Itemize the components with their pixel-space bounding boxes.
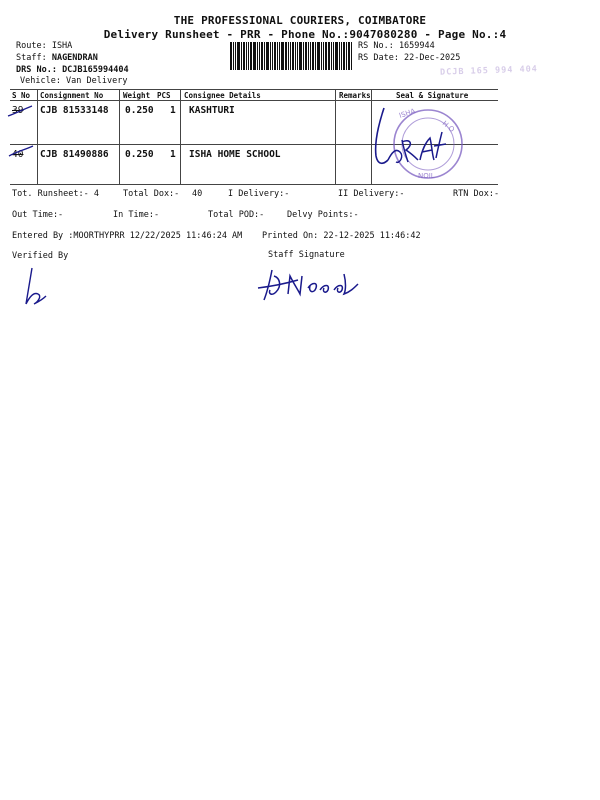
entered-by: Entered By :MOORTHYPRR 12/22/2025 11:46:24 AM <box>12 231 243 241</box>
col-header-seal: Seal & Signature <box>396 91 469 100</box>
barcode-bar <box>333 42 334 70</box>
barcode-bar <box>266 42 269 70</box>
i-delivery: I Delivery:- <box>228 189 290 199</box>
barcode-bar <box>305 42 307 70</box>
faint-stamp: DCJB 165 994 404 <box>439 64 539 78</box>
barcode-bar <box>259 42 260 70</box>
barcode-bar <box>323 42 324 70</box>
col-header-consignee: Consignee Details <box>184 91 261 100</box>
verified-by-label: Verified By <box>12 251 69 261</box>
rs-no: RS No.: 1659944 <box>358 41 435 51</box>
barcode-bar <box>277 42 278 70</box>
staff-value: NAGENDRAN <box>51 53 98 63</box>
table-row-weight: 0.250 <box>125 105 154 116</box>
barcode-bar <box>351 42 352 70</box>
barcode-bar <box>292 42 294 70</box>
barcode-bar <box>339 42 340 70</box>
col-divider <box>335 89 336 184</box>
barcode-bar <box>250 42 252 70</box>
table-row-consignee: KASHTURI <box>189 105 235 116</box>
verified-signature <box>22 266 52 308</box>
col-header-sno: S No <box>12 91 31 100</box>
seal-stamp <box>370 100 470 186</box>
barcode-bar <box>246 42 247 70</box>
barcode-bar <box>310 42 311 70</box>
svg-text:NOIL: NOIL <box>418 172 435 180</box>
barcode-bar <box>335 42 338 70</box>
barcode-bar <box>230 42 232 70</box>
col-header-consignment: Consignment No <box>40 91 104 100</box>
barcode-bar <box>285 42 287 70</box>
table-top-border <box>10 89 498 90</box>
barcode-bar <box>272 42 273 70</box>
barcode-bar <box>341 42 342 70</box>
barcode-bar <box>281 42 284 70</box>
barcode-bar <box>308 42 309 70</box>
barcode-bar <box>348 42 350 70</box>
staff-signature <box>254 266 364 304</box>
barcode-bar <box>321 42 322 70</box>
staff-line <box>16 53 98 63</box>
drs-line <box>16 65 129 75</box>
staff-label: Staff: <box>16 53 52 63</box>
table-row-consignee: ISHA HOME SCHOOL <box>189 149 281 160</box>
barcode-bar <box>235 42 236 70</box>
barcode-bar <box>303 42 304 70</box>
barcode-bar <box>297 42 298 70</box>
col-divider <box>119 89 120 184</box>
total-dox-value: 40 <box>192 189 203 199</box>
col-header-weight: Weight <box>123 91 151 100</box>
route-text: Route: ISHA <box>16 41 73 51</box>
barcode-bar <box>257 42 258 70</box>
barcode-bar <box>274 42 276 70</box>
barcode-bar <box>253 42 256 70</box>
drs-label: DRS No.: <box>16 65 63 75</box>
total-pod: Total POD:- <box>208 210 265 220</box>
barcode-bar <box>343 42 345 70</box>
total-dox-label: Total Dox:- <box>123 189 180 199</box>
barcode-bar <box>279 42 280 70</box>
drs-value: DCJB165994404 <box>62 65 129 75</box>
barcode-bar <box>317 42 320 70</box>
col-divider <box>180 89 181 184</box>
vehicle-text: Vehicle: Van Delivery <box>20 76 128 86</box>
barcode-bar <box>315 42 316 70</box>
barcode-bar <box>261 42 263 70</box>
rs-date: RS Date: 22-Dec-2025 <box>358 53 461 63</box>
barcode-bar <box>270 42 271 70</box>
table-row-pcs: 1 <box>170 105 176 116</box>
barcode-bar <box>312 42 314 70</box>
barcode-bar <box>299 42 302 70</box>
barcode-bar <box>331 42 332 70</box>
col-header-remarks: Remarks <box>339 91 371 100</box>
barcode-bar <box>288 42 289 70</box>
barcode-bar <box>243 42 245 70</box>
barcode-bar <box>325 42 327 70</box>
table-row-sno: 40 <box>12 149 24 160</box>
table-row-sno: 39 <box>12 105 24 116</box>
delvy-points: Delvy Points:- <box>287 210 359 220</box>
printed-on: Printed On: 22-12-2025 11:46:42 <box>262 231 421 241</box>
col-divider <box>37 89 38 184</box>
barcode-bar <box>233 42 234 70</box>
barcode-bar <box>248 42 249 70</box>
svg-text:H O: H O <box>440 119 456 134</box>
table-row-consignment: CJB 81533148 <box>40 105 109 116</box>
barcode-bar <box>346 42 347 70</box>
company-name: THE PROFESSIONAL COURIERS, COIMBATORE <box>173 14 427 27</box>
tick-marks <box>6 104 36 164</box>
ii-delivery: II Delivery:- <box>338 189 405 199</box>
col-header-pcs: PCS <box>157 91 171 100</box>
staff-signature-label: Staff Signature <box>268 250 345 260</box>
barcode-bar <box>237 42 240 70</box>
in-time: In Time:- <box>113 210 160 220</box>
barcode-bar <box>264 42 265 70</box>
barcode-bar <box>241 42 242 70</box>
out-time: Out Time:- <box>12 210 64 220</box>
barcode <box>230 42 355 70</box>
svg-text:ISHA: ISHA <box>398 107 417 120</box>
barcode-bar <box>290 42 291 70</box>
barcode-bar <box>295 42 296 70</box>
table-row-consignment: CJB 81490886 <box>40 149 109 160</box>
table-row-pcs: 1 <box>170 149 176 160</box>
table-row-weight: 0.250 <box>125 149 154 160</box>
tot-runsheet: Tot. Runsheet:- 4 <box>12 189 99 199</box>
rtn-dox: RTN Dox:- <box>453 189 500 199</box>
barcode-bar <box>328 42 330 70</box>
runsheet-title: Delivery Runsheet - PRR - Phone No.:9047080280 - Page No.:4 <box>103 28 507 41</box>
